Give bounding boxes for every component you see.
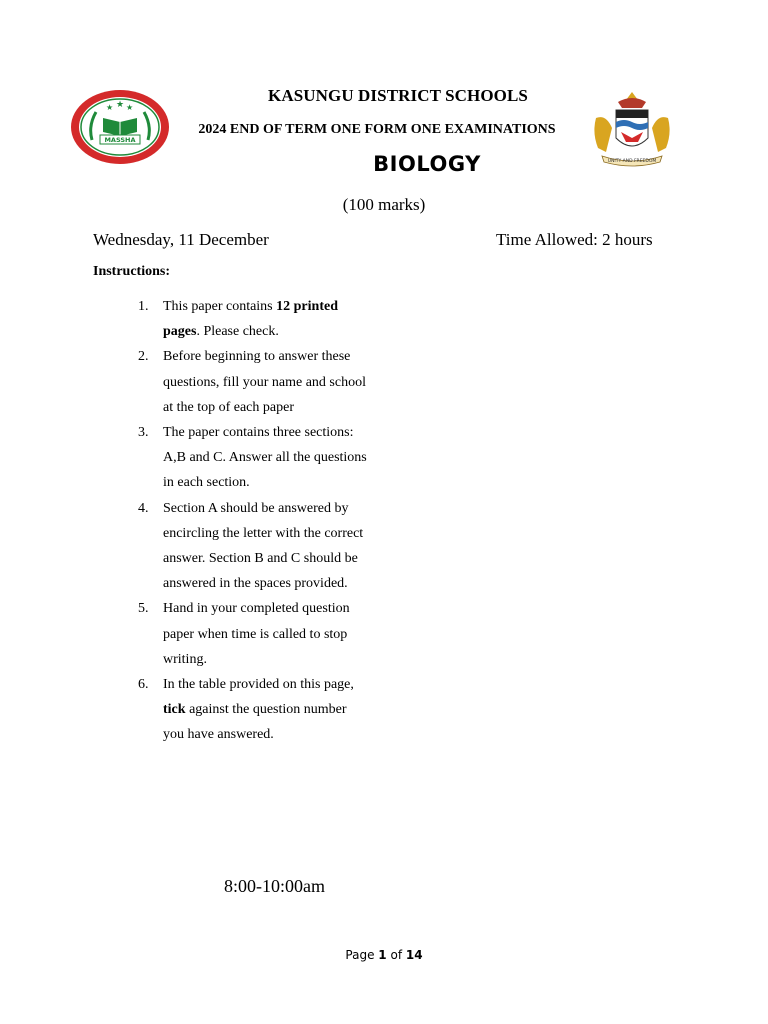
page-footer bbox=[0, 948, 768, 962]
instruction-text: In the table provided on this page, bbox=[163, 677, 354, 693]
instruction-text: Section A should be answered by encircling the letter with the correct answer. Section B and C should be answered in the spaces provided. bbox=[163, 500, 364, 592]
school-title: KASUNGU DISTRICT SCHOOLS bbox=[268, 86, 528, 105]
instruction-bold: 12 printed pages bbox=[163, 299, 338, 340]
instruction-text: Hand in your completed question paper when time is called to stop writing. bbox=[163, 601, 350, 667]
total-marks: (100 marks) bbox=[342, 195, 426, 214]
instruction-item bbox=[138, 672, 370, 748]
instruction-number: 6. bbox=[138, 677, 149, 693]
instruction-number: 2. bbox=[138, 349, 149, 365]
instructions-list bbox=[138, 294, 370, 748]
svg-text:★: ★ bbox=[106, 103, 114, 112]
footer-current-page: 1 bbox=[378, 948, 387, 962]
session-time: 8:00-10:00am bbox=[224, 876, 325, 896]
subject-title: BIOLOGY bbox=[373, 152, 481, 176]
instruction-bold: tick bbox=[163, 702, 186, 718]
footer-of-word: of bbox=[390, 948, 403, 962]
footer-page-word: Page bbox=[345, 948, 375, 962]
instruction-number: 4. bbox=[138, 500, 149, 516]
svg-text:★: ★ bbox=[116, 100, 125, 110]
exam-date: Wednesday, 11 December bbox=[93, 230, 269, 249]
instruction-text-end: against the question number you have answered. bbox=[163, 702, 347, 743]
instruction-item bbox=[138, 596, 370, 672]
instruction-text: Before beginning to answer these questions, fill your name and school at the top of each paper bbox=[163, 349, 366, 415]
instruction-text: This paper contains bbox=[163, 299, 277, 314]
instruction-item bbox=[138, 344, 370, 420]
instruction-item bbox=[138, 294, 370, 344]
instruction-item bbox=[138, 496, 370, 597]
instruction-number: 1. bbox=[138, 299, 149, 314]
footer-total-pages: 14 bbox=[405, 948, 423, 962]
instructions-heading: Instructions: bbox=[93, 264, 171, 279]
instruction-item bbox=[138, 420, 370, 496]
instruction-text-end: . Please check. bbox=[196, 324, 279, 340]
instruction-text: The paper contains three sections: A,B and C. Answer all the questions in each section. bbox=[163, 425, 367, 491]
instruction-number: 3. bbox=[138, 425, 149, 441]
massha-label: MASSHA bbox=[104, 136, 136, 144]
time-allowed: Time Allowed: 2 hours bbox=[496, 230, 653, 249]
exam-title: 2024 END OF TERM ONE FORM ONE EXAMINATIONS bbox=[198, 122, 556, 137]
svg-text:★: ★ bbox=[126, 103, 134, 112]
instruction-number: 5. bbox=[138, 601, 149, 617]
arms-motto: UNITY AND FREEDOM bbox=[607, 159, 657, 164]
